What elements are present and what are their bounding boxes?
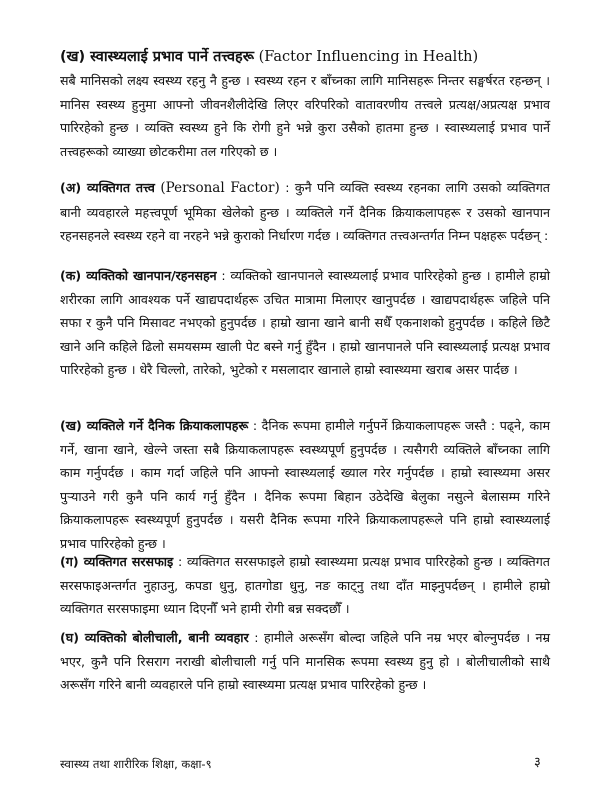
- daily-activities-label: (ख) व्यक्तिले गर्ने दैनिक क्रियाकलापहरू: [60, 418, 249, 433]
- footer-book-title: स्वास्थ्य तथा शारीरिक शिक्षा, कक्षा-९: [60, 757, 212, 771]
- personal-factor-label: (अ) व्यक्तिगत तत्त्व: [60, 180, 155, 195]
- personal-factor-text: : कुनै पनि व्यक्ति स्वस्थ्य रहनका लागि उसको व्यक्तिगत बानी व्यवहारले महत्त्वपूर्ण भूमिका खेलेको हुन्छ । व्यक्तिले गर्ने दैनिक क्रियाकलापहरू र उसको खानपान रहनसहनले स्वस्थ्य रहने वा नरहने भन्ने कुराको निर्धारण गर्दछ । व्यक्तिगत तत्त्वअन्तर्गत निम्न पक्षहरू पर्दछन् :: [60, 180, 550, 243]
- section-heading: [60, 47, 550, 67]
- diet-paragraph: [60, 264, 550, 382]
- diet-text: : व्यक्तिको खानपानले स्वास्थ्यलाई प्रभाव पारिरहेको हुन्छ । हामीले हाम्रो शरीरका लागि आवश्यक पर्ने खाद्यपदार्थहरू उचित मात्रामा मिलाएर खानुपर्दछ । खाद्यपदार्थहरू जहिले पनि सफा र कुनै पनि मिसावट नभएको हुनुपर्दछ । हाम्रो खाना खाने बानी सधैँ एकनाशको हुनुपर्दछ । कहिले छिटै खाने अनि कहिले ढिलो समयसम्म खाली पेट बस्ने गर्नु हुँदैन । हाम्रो खानपानले पनि स्वास्थ्यलाई प्रत्यक्ष प्रभाव पारिरहेको हुन्छ । धेरै चिल्लो, तारेको, भुटेको र मसलादार खानाले हाम्रो स्वास्थ्यमा खराब असर पार्दछ ।: [60, 268, 550, 377]
- speech-text: : हामीले अरूसँग बोल्दा जहिले पनि नम्र भएर बोल्नुपर्दछ । नम्र भएर, कुनै पनि रिसराग नराखी बोलीचाली गर्नु पनि मानसिक रूपमा स्वस्थ्य हुनु हो । बोलीचालीको साथै अरूसँग गरिने बानी व्यवहारले पनि हाम्रो स्वास्थ्यमा प्रत्यक्ष प्रभाव पारिरहेको हुन्छ ।: [60, 630, 550, 692]
- intro-paragraph: सबै मानिसको लक्ष्य स्वस्थ्य रहनु नै हुन्छ । स्वस्थ्य रहन र बाँच्नका लागि मानिसहरू निन्तर सङ्घर्षरत रहन्छन् । मानिस स्वस्थ्य हुनुमा आफ्नो जीवनशैलीदेखि लिएर वरिपरिको वातावरणीय तत्त्वले प्रत्यक्ष/अप्रत्यक्ष प्रभाव पारिरहेको हुन्छ । व्यक्ति स्वस्थ्य हुने कि रोगी हुने भन्ने कुरा उसैको हातमा हुन्छ । स्वास्थ्यलाई प्रभाव पार्ने तत्त्वहरूको व्याख्या छोटकरीमा तल गरिएको छ ।: [60, 73, 550, 159]
- personal-factor-paragraph: [60, 176, 550, 248]
- section-heading-label: (ख) स्वास्थ्यलाई प्रभाव पार्ने तत्त्वहरू: [60, 49, 255, 65]
- hygiene-text: : व्यक्तिगत सरसफाइले हाम्रो स्वास्थ्यमा प्रत्यक्ष प्रभाव पारिरहेको हुन्छ । व्यक्तिगत सरसफाइअन्तर्गत नुहाउनु, कपडा धुनु, हातगोडा धुनु, नङ काट्नु तथा दाँत माझ्नुपर्दछन् । हामीले हाम्रो व्यक्तिगत सरसफाइमा ध्यान दिएनौँ भने हामी रोगी बन्न सक्दछौँ ।: [60, 554, 550, 616]
- diet-label: (क) व्यक्तिको खानपान/रहनसहन: [60, 268, 217, 283]
- daily-activities-paragraph: [60, 414, 550, 555]
- daily-activities-text: : दैनिक रूपमा हामीले गर्नुपर्ने क्रियाकलापहरू जस्तै : पढ्ने, काम गर्ने, खाना खाने, खेल्ने जस्ता सबै क्रियाकलापहरू स्वस्थ्यपूर्ण हुनुपर्दछ । त्यसैगरी व्यक्तिले बाँच्नका लागि काम गर्नुपर्दछ । काम गर्दा जहिले पनि आफ्नो स्वास्थ्यलाई ख्याल गरेर गर्नुपर्दछ । हाम्रो स्वास्थ्यमा असर पुऱ्याउने गरी कुनै पनि कार्य गर्नु हुँदैन । दैनिक रूपमा बिहान उठेदेखि बेलुका नसुत्ने बेलासम्म गरिने क्रियाकलापहरू स्वस्थ्यपूर्ण हुनुपर्दछ । यसरी दैनिक रूपमा गरिने क्रियाकलापहरूले पनि हाम्रो स्वास्थ्यलाई प्रभाव पारिरहेको हुन्छ ।: [60, 418, 550, 551]
- personal-factor-english: (Personal Factor): [160, 180, 280, 196]
- speech-label: (घ) व्यक्तिको बोलीचाली, बानी व्यवहार: [60, 630, 249, 645]
- page-number: ३: [534, 755, 541, 770]
- section-heading-english: (Factor Influencing in Health): [258, 49, 479, 65]
- hygiene-paragraph: [60, 550, 550, 621]
- hygiene-label: (ग) व्यक्तिगत सरसफाइ: [60, 554, 174, 569]
- speech-paragraph: [60, 626, 550, 697]
